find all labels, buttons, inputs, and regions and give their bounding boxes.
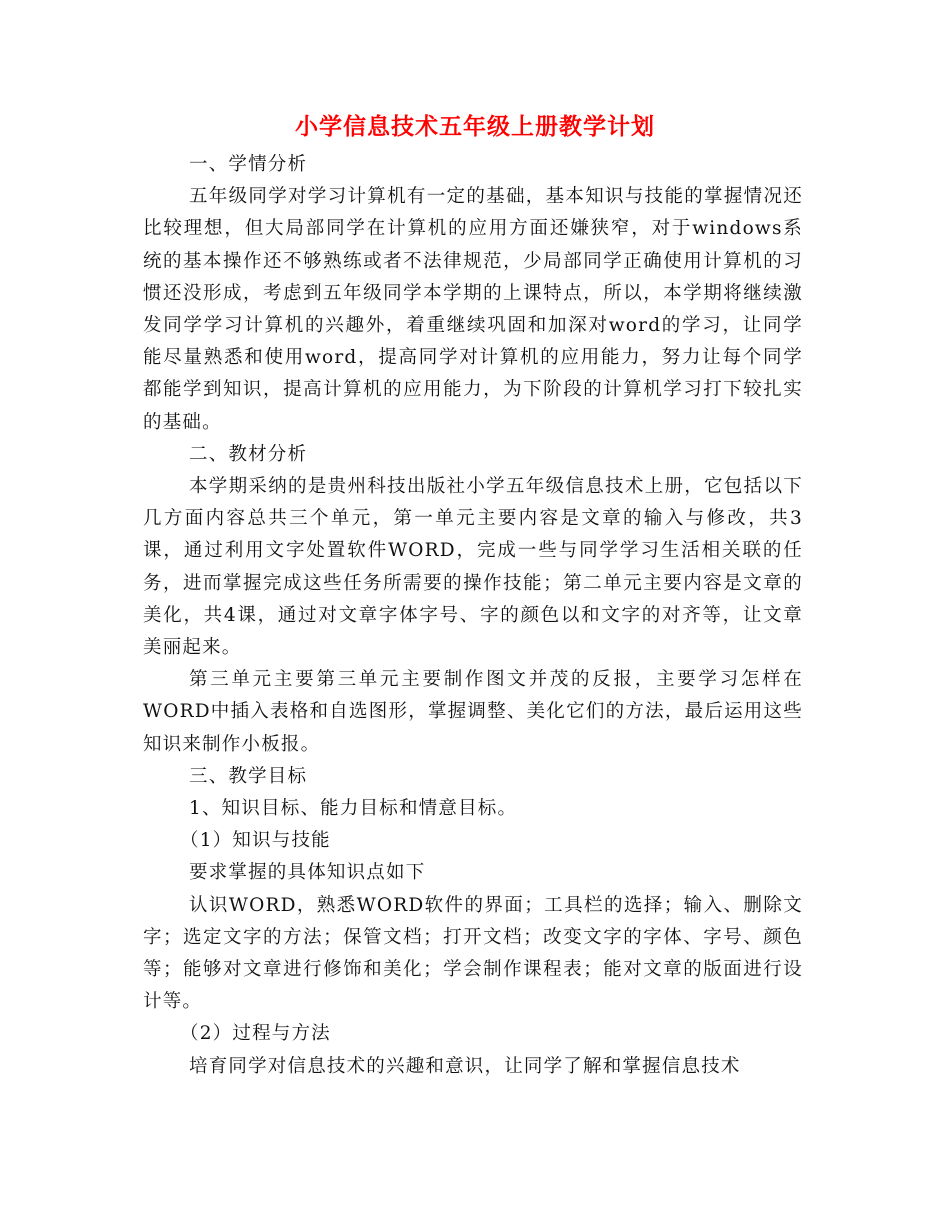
section-heading-textbook-analysis: 二、教材分析 xyxy=(189,443,308,465)
document-title: 小学信息技术五年级上册教学计划 xyxy=(295,113,655,140)
subheading-process-method: （2）过程与方法 xyxy=(180,1023,331,1045)
knowledge-points-intro: 要求掌握的具体知识点如下 xyxy=(189,862,426,884)
goal-item-1: 1、知识目标、能力目标和情意目标。 xyxy=(189,798,518,820)
paragraph-textbook-analysis-1: 本学期采纳的是贵州科技出版社小学五年级信息技术上册，它包括以下几方面内容总共三个单元，第一单元主要内容是文章的输入与修改，共3课，通过利用文字处置软件WORD，完成一些与同学学习生活相关联的任务，进而掌握完成这些任务所需要的操作技能；第二单元主要内容是文章的美化，共4课，通过对文章字体字号、字的颜色以和文字的对齐等，让文章美丽起来。 xyxy=(143,476,803,659)
section-heading-student-analysis: 一、学情分析 xyxy=(189,154,308,175)
paragraph-process-method: 培育同学对信息技术的兴趣和意识，让同学了解和掌握信息技术 xyxy=(189,1055,741,1077)
document-body xyxy=(143,149,803,1083)
subheading-knowledge-skills: （1）知识与技能 xyxy=(180,830,331,852)
section-heading-teaching-goals: 三、教学目标 xyxy=(189,765,308,787)
paragraph-student-analysis: 五年级同学对学习计算机有一定的基础，基本知识与技能的掌握情况还比较理想，但大局部同学在计算机的应用方面还嫌狭窄，对于windows系统的基本操作还不够熟练或者不法律规范，少局部同学正确使用计算机的习惯还没形成，考虑到五年级同学本学期的上课特点，所以，本学期将继续激发同学学习计算机的兴趣外，着重继续巩固和加深对word的学习，让同学能尽量熟悉和使用word，提高同学对计算机的应用能力，努力让每个同学都能学到知识，提高计算机的应用能力，为下阶段的计算机学习打下较扎实的基础。 xyxy=(143,186,803,433)
paragraph-textbook-analysis-2: 第三单元主要第三单元主要制作图文并茂的反报，主要学习怎样在WORD中插入表格和自选图形，掌握调整、美化它们的方法，最后运用这些知识来制作小板报。 xyxy=(143,669,803,755)
paragraph-knowledge-points: 认识WORD，熟悉WORD软件的界面；工具栏的选择；输入、删除文字；选定文字的方法；保管文档；打开文档；改变文字的字体、字号、颜色等；能够对文章进行修饰和美化；学会制作课程表；能对文章的版面进行设计等。 xyxy=(143,894,803,1013)
